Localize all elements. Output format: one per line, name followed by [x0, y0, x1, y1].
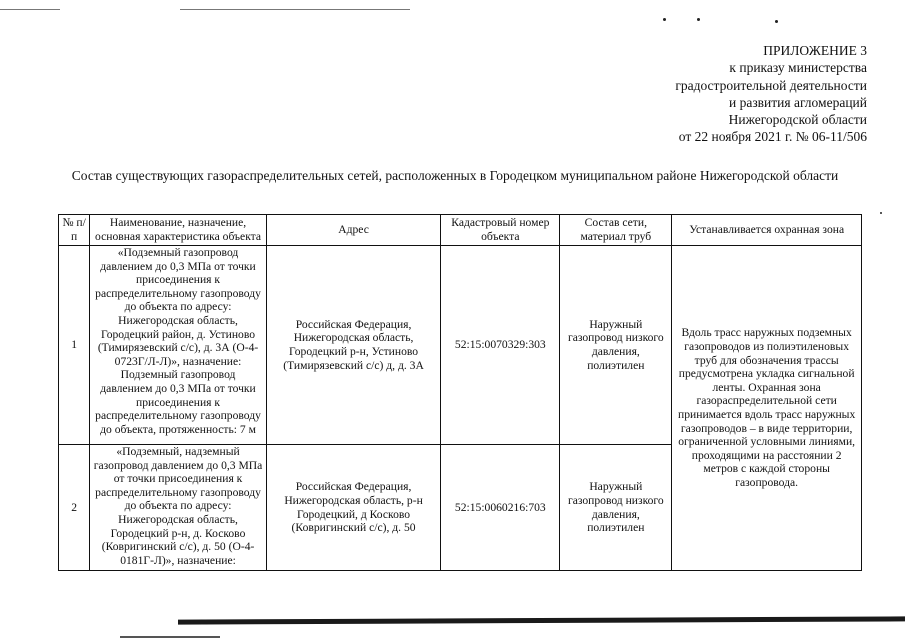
header-name: Наименование, назначение, основная характеристика объекта	[90, 215, 267, 246]
row-name-text: «Подземный газопровод давлением до 0,3 МПа от точки присоединения к распределительному газопроводу до объекта по адресу: Нижегородская область, Городецкий район, д. Устиново (Тимирязевский с/с), д. 3А (О-4-0723Г/Л-Л)», назначение: Подземный газопровод давлением до 0,3 МПа от точки присоединения к распределительному газопроводу до объекта, протяженность: 7 м	[95, 246, 261, 436]
appendix-date-line: от 22 ноября 2021 г. № 06-11/506	[678, 129, 867, 145]
row-number: 2	[59, 445, 90, 571]
row-name	[90, 246, 267, 445]
header-address: Адрес	[266, 215, 441, 246]
row-network: Наружный газопровод низкого давления, полиэтилен	[560, 246, 672, 445]
scan-top-dash-2	[180, 9, 410, 10]
scan-bottom-bar	[178, 616, 905, 624]
appendix-number: ПРИЛОЖЕНИЕ 3	[763, 43, 867, 58]
header-zone: Устанавливается охранная зона	[672, 215, 862, 246]
header-cadastral: Кадастровый номер объекта	[441, 215, 560, 246]
row-address: Российская Федерация, Нижегородская область, р-н Городецкий, д Косково (Ковригинский с/с), д. 50	[266, 445, 441, 571]
row-network: Наружный газопровод низкого давления, полиэтилен	[560, 445, 672, 571]
row-name-text: «Подземный, надземный газопровод давлением до 0,3 МПа от точки присоединения к распределительному газопроводу до объекта по адресу: Нижегородская область, Городецкий р-н, д. Косково (Ковригинский с/с), д. 50 (О-4-0181Г-Л)», назначение:	[93, 445, 263, 567]
document-title: Состав существующих газораспределительных сетей, расположенных в Городецком муниципальном районе Нижегородской области	[71, 168, 839, 183]
appendix-ministry-line-1: градостроительной деятельности	[675, 77, 867, 93]
gas-network-table	[58, 214, 862, 571]
table-header-row	[59, 215, 862, 246]
appendix-ministry-line-2: и развития агломераций	[728, 94, 867, 110]
zone-description: Вдоль трасс наружных подземных газопроводов из полиэтиленовых труб для обозначения трассы предусмотрена укладка сигнальной ленты. Охранная зона газораспределительной сети принимается вдоль трасс наружных газопроводов – в виде территории, ограниченной условными линиями, проходящими на расстоянии 2 метров с каждой стороны газопровода.	[672, 246, 862, 571]
header-network: Состав сети, материал труб	[560, 215, 672, 246]
appendix-region-line: Нижегородской области	[728, 112, 867, 128]
appendix-header	[675, 42, 867, 146]
scan-dot-4	[880, 212, 882, 214]
scan-dot-1	[663, 18, 666, 21]
row-cadastral: 52:15:0060216:703	[441, 445, 560, 571]
scan-dot-3	[775, 20, 778, 23]
appendix-order-line: к приказу министерства	[729, 60, 867, 76]
row-address: Российская Федерация, Нижегородская область, Городецкий р-н, Устиново (Тимирязевский с/с) д, д. 3А	[266, 246, 441, 445]
row-cadastral: 52:15:0070329:303	[441, 246, 560, 445]
row-name	[90, 445, 267, 571]
scan-top-dash-1	[0, 9, 60, 10]
scan-dot-2	[697, 18, 700, 21]
header-number: № п/п	[59, 215, 90, 246]
table-row	[59, 246, 862, 445]
scan-bottom-edge	[120, 636, 220, 638]
row-number: 1	[59, 246, 90, 445]
